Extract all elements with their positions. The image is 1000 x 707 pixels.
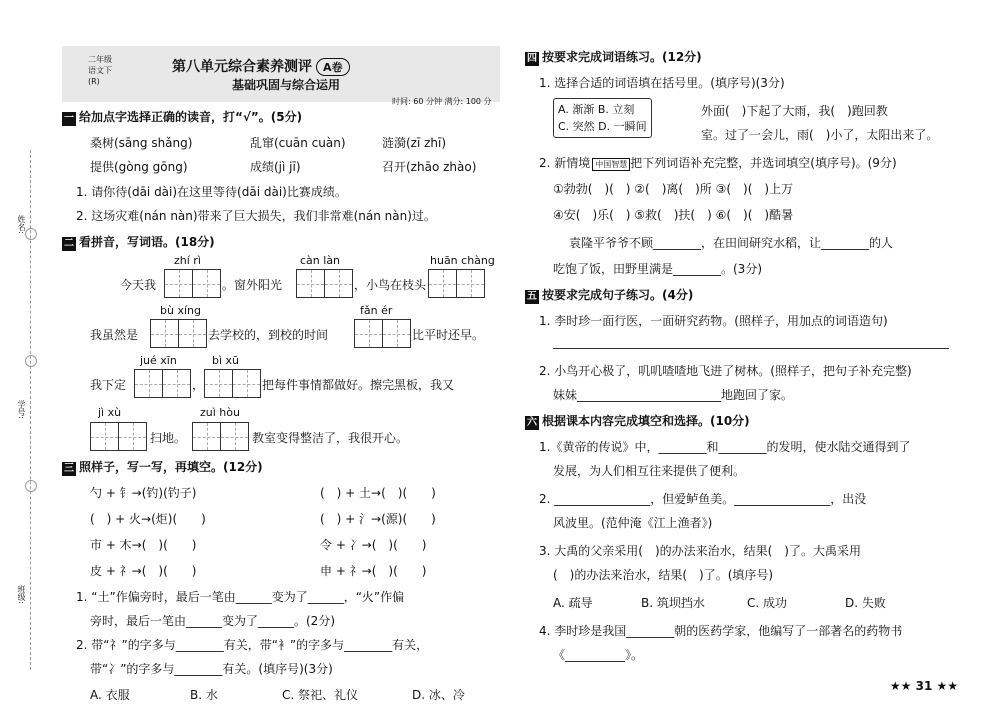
page-number: ★★ 31 ★★: [889, 679, 958, 693]
page-title: 第八单元综合素养测评 A卷: [172, 56, 350, 76]
q3-sentence[interactable]: 带“冫”的字多与________有关。(填序号)(3分): [90, 662, 333, 676]
q6-sentence[interactable]: 2. ________________，但爱鲈鱼美。________________，出没: [539, 492, 867, 506]
q5-answer[interactable]: 妹妹________________________地跑回了家。: [553, 388, 794, 402]
right-page: [525, 40, 965, 680]
name-label: 姓名:: [17, 215, 26, 234]
exam-meta: 时间: 60 分钟 满分: 100 分: [392, 97, 492, 106]
q3-sentence[interactable]: 旁时，最后一笔由______变为了______。(2分): [90, 614, 335, 628]
q3-item[interactable]: 令 + 冫→( )( ): [320, 538, 427, 552]
q5-sentence: 2. 小鸟开心极了，叽叽喳喳地飞进了树林。(照样子，把句子补充完整): [539, 364, 912, 378]
section-title: 五 按要求完成句子练习。(4分): [527, 288, 694, 302]
pinyin: zuì hòu: [200, 406, 240, 419]
text: ，: [192, 378, 205, 392]
writing-box[interactable]: [192, 422, 249, 451]
q6-sentence[interactable]: 3. 大禹的父亲采用( )的办法来治水，结果( )了。大禹采用: [539, 544, 861, 558]
writing-box[interactable]: [354, 319, 411, 348]
q3-option[interactable]: D. 冰、冷: [412, 688, 465, 702]
pinyin: jué xīn: [140, 354, 177, 367]
q1-option[interactable]: 提供(gòng gōng): [90, 160, 188, 174]
section-title: 三 照样子，写一写，再填空。(12分): [64, 460, 263, 474]
q3-item[interactable]: ( ) + 土→( )( ): [320, 486, 436, 500]
q1-option[interactable]: 桑树(sāng shǎng): [90, 136, 193, 150]
q1-option[interactable]: 召开(zhāo zhào): [382, 160, 477, 174]
text: 。窗外阳光: [222, 278, 283, 292]
q4-idioms[interactable]: ④安( )乐( ) ⑤救( )扶( ) ⑥( )( )酷暑: [553, 208, 794, 222]
q1-option[interactable]: 涟漪(zī zhī): [382, 136, 447, 150]
writing-box[interactable]: [428, 269, 485, 298]
q3-item[interactable]: 市 + 木→( )( ): [90, 538, 197, 552]
writing-box[interactable]: [204, 369, 261, 398]
writing-box[interactable]: [90, 422, 147, 451]
text: 扫地。: [150, 431, 187, 445]
text: 我下定: [90, 378, 127, 392]
section-title: 二 看拼音，写词语。(18分): [64, 235, 215, 249]
text: 把每件事情都做好。擦完黑板，我又: [262, 378, 455, 392]
writing-box[interactable]: [296, 269, 353, 298]
edition: (R): [88, 77, 100, 86]
q1-sentence[interactable]: 1. 请你待(dāi dài)在这里等待(dāi dài)比赛成绩。: [76, 185, 347, 199]
q3-sentence[interactable]: 2. 带“礻”的字多与________有关，带“衤”的字多与________有关，: [76, 638, 429, 652]
text: ，小鸟在枝头: [354, 278, 427, 292]
page-subtitle: 基础巩固与综合运用: [232, 78, 341, 92]
q6-option[interactable]: C. 成功: [747, 596, 788, 610]
header: [62, 46, 500, 106]
q6-sentence[interactable]: 4. 李时珍是我国________朝的医药学家，他编写了一部著名的药物书: [539, 624, 903, 638]
text: 我虽然是: [90, 328, 139, 342]
q3-item[interactable]: ( ) + 氵→(源)( ): [320, 512, 436, 526]
q3-item[interactable]: 勺 + 钅→(钓)(钓子): [90, 486, 197, 500]
grade-info: [88, 54, 112, 87]
q3-option[interactable]: B. 水: [190, 688, 218, 702]
q4-instruction: 1. 选择合适的词语填在括号里。(填序号)(3分): [539, 76, 785, 90]
writing-box[interactable]: [150, 319, 207, 348]
q6-sentence: 发展，为人们相互往来提供了便利。: [553, 464, 746, 478]
section-title: 一 给加点字选择正确的读音，打“√”。(5分): [64, 110, 303, 124]
q3-item[interactable]: 申 + 礻→( )( ): [320, 564, 427, 578]
q4-passage[interactable]: 袁隆平爷爷不顾________，在田间研究水稻，让________的人: [569, 236, 894, 250]
q4-passage[interactable]: 室。过了一会儿，雨( )小了，太阳出来了。: [701, 128, 939, 142]
word-options: A. 渐渐 B. 立刻: [558, 103, 635, 116]
pinyin: fǎn ér: [360, 304, 393, 317]
q3-item[interactable]: 皮 + 礻→( )( ): [90, 564, 197, 578]
text: 比平时还早。: [412, 328, 485, 342]
section-title: 四 按要求完成词语练习。(12分): [527, 50, 702, 64]
answer-line[interactable]: [553, 348, 949, 349]
word-options-box: [553, 98, 652, 138]
pinyin: càn làn: [300, 254, 341, 267]
q6-option[interactable]: B. 筑坝挡水: [641, 596, 705, 610]
writing-box[interactable]: [134, 369, 191, 398]
class-label: 班级:: [17, 585, 26, 604]
id-label: 学号:: [17, 400, 26, 419]
q6-sentence[interactable]: ( )的办法来治水，结果( )了。(填序号): [553, 568, 774, 582]
binding-hole: [25, 480, 37, 492]
text: 去学校的，到校的时间: [208, 328, 329, 342]
q6-sentence[interactable]: 1.《黄帝的传说》中，________和________的发明，使水陆交通得到了: [539, 440, 911, 454]
pinyin: bì xū: [212, 354, 240, 367]
q4-instruction: 2. 新情境 中国智慧 把下列词语补充完整，并选词填空(填序号)。(9分): [539, 156, 897, 170]
binding-hole: [25, 228, 37, 240]
q1-sentence[interactable]: 2. 这场灾难(nán nàn)带来了巨大损失，我们非常难(nán nàn)过。: [76, 209, 436, 223]
context-tag: 中国智慧: [592, 158, 630, 171]
text: 今天我: [120, 278, 157, 292]
q5-sentence: 1. 李时珍一面行医，一面研究药物。(照样子，用加点的词语造句): [539, 314, 888, 328]
q1-option[interactable]: 成绩(jì jī): [250, 160, 301, 174]
writing-box[interactable]: [164, 269, 221, 298]
q6-sentence: 风波里。(范仲淹《江上渔者》): [553, 516, 713, 530]
q4-idioms[interactable]: ①勃勃( )( ) ②( )离( )所 ③( )( )上万: [553, 182, 794, 196]
pinyin: bù xíng: [160, 304, 201, 317]
binding-hole: [25, 355, 37, 367]
left-page: [62, 40, 502, 702]
q6-option[interactable]: A. 疏导: [553, 596, 593, 610]
q3-option[interactable]: C. 祭祀、礼仪: [282, 688, 359, 702]
q6-option[interactable]: D. 失败: [845, 596, 886, 610]
section-title: 六 根据课本内容完成填空和选择。(10分): [527, 414, 750, 428]
pinyin: huān chàng: [430, 254, 495, 267]
text: 教室变得整洁了，我很开心。: [252, 431, 409, 445]
q3-option[interactable]: A. 衣服: [90, 688, 130, 702]
q3-item[interactable]: ( ) + 火→(炬)( ): [90, 512, 206, 526]
pinyin: jì xù: [98, 406, 122, 419]
grade: 二年级: [88, 55, 112, 64]
q6-sentence[interactable]: 《__________》。: [553, 648, 644, 662]
subject: 语文下: [88, 66, 112, 75]
q1-option[interactable]: 乱窜(cuān cuàn): [250, 136, 346, 150]
version-badge: A卷: [316, 58, 350, 76]
q4-passage[interactable]: 吃饱了饭，田野里满是________。(3分): [553, 262, 762, 276]
q4-passage[interactable]: 外面( )下起了大雨，我( )跑回教: [701, 104, 888, 118]
word-options: C. 突然 D. 一瞬间: [558, 120, 647, 133]
pinyin: zhí rì: [174, 254, 201, 267]
q3-sentence[interactable]: 1. “土”作偏旁时，最后一笔由______变为了______，“火”作偏: [76, 590, 405, 604]
